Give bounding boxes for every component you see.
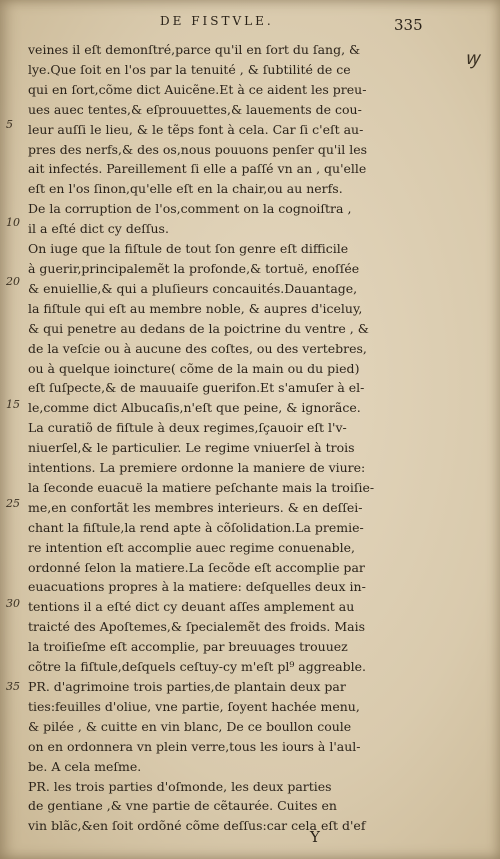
margin-line-number: 30: [6, 597, 20, 610]
text-line: ties:feuilles d'oliue, vne partie, ſoyent hachée menu,: [28, 698, 360, 714]
text-line: eſt ſuſpecte,& de mauuaiſe guerifon.Et s'amuſer à el-: [28, 380, 365, 396]
text-line: intentions. La premiere ordonne la maniere de viure:: [28, 460, 366, 476]
text-line: ou à quelque ioincture( cõme de la main ou du pied): [28, 360, 360, 376]
text-line: la fiſtule qui eſt au membre noble, & aupres d'iceluy,: [28, 300, 363, 316]
text-line: be. A cela meſme.: [28, 758, 142, 774]
text-line: ordonné ſelon la matiere.La ſecõde eſt accomplie par: [28, 559, 365, 575]
text-line: La curatiõ de fiſtule à deux regimes,ſçauoir eſt l'v-: [28, 420, 347, 436]
text-line: De la corruption de l'os,comment on la cognoiſtra ,: [28, 201, 352, 217]
text-line: vin blãc,&en ſoit ordõné cõme deſſus:car cela eſt d'ef: [28, 818, 366, 834]
signature-mark: Y: [310, 828, 320, 846]
text-line: eſt en l'os ſinon,qu'elle eſt en la chair,ou au nerfs.: [28, 181, 343, 197]
text-line: lye.Que ſoit en l'os par la tenuité , & ſubtilité de ce: [28, 61, 351, 77]
text-line: chant la fiſtule,la rend apte à cõſolidation.La premie-: [28, 519, 364, 535]
margin-line-number: 5: [6, 118, 13, 131]
text-line: niuerſel,& le particulier. Le regime vniuerſel à trois: [28, 440, 355, 456]
text-line: la ſeconde euacuë la matiere peſchante mais la troiſie-: [28, 479, 375, 495]
text-line: il a eſté dict cy deſſus.: [28, 221, 169, 237]
text-line: à guerir,principalemẽt la profonde,& tortuë, enoſſée: [28, 260, 360, 276]
text-line: pres des nerfs,& des os,nous pouuons penſer qu'il les: [28, 141, 368, 157]
text-line: On iuge que la fiſtule de tout ſon genre eſt difficile: [28, 241, 349, 257]
margin-line-number: 25: [6, 497, 20, 510]
text-line: tentions il a eſté dict cy deuant aſſes amplement au: [28, 599, 355, 615]
text-line: la troiſieſme eſt accomplie, par breuuages trouuez: [28, 639, 348, 655]
margin-line-number: 35: [6, 680, 20, 693]
text-line: on en ordonnera vn plein verre,tous les iours à l'aul-: [28, 738, 361, 754]
text-line: le,comme dict Albucaſis,n'eſt que peine, & ignorãce.: [28, 400, 361, 416]
text-line: de la veſcie ou à aucune des coſtes, ou des vertebres,: [28, 340, 367, 356]
text-line: veines il eſt demonſtré,parce qu'il en ſort du ſang, &: [28, 42, 361, 57]
text-line: ues auec tentes,& eſprouuettes,& lauements de cou-: [28, 101, 362, 117]
text-line: me,en confortãt les membres interieurs. & en deſſei-: [28, 499, 363, 515]
text-line: cõtre la fiſtule,deſquels ceſtuy-cy m'eſt pl⁹ aggreable.: [28, 659, 366, 675]
text-line: & enuiellie,& qui a pluſieurs concauités.Dauantage,: [28, 280, 358, 296]
text-line: PR. d'agrimoine trois parties,de plantain deux par: [28, 679, 346, 694]
text-line: & qui penetre au dedans de la poictrine du ventre , &: [28, 320, 369, 336]
running-head: DE FISTVLE.: [160, 14, 274, 28]
page-number: 335: [394, 16, 423, 34]
text-line: PR. les trois parties d'oſmonde, les deux parties: [28, 778, 332, 794]
text-line: de gentiane ,& vne partie de cẽtaurée. Cuites en: [28, 798, 337, 814]
text-line: euacuations propres à la matiere: deſquelles deux in-: [28, 579, 366, 595]
text-line: traicté des Apoſtemes,& ſpecialemẽt des froids. Mais: [28, 619, 366, 635]
body-text: [28, 40, 412, 836]
margin-line-number: 10: [6, 216, 20, 229]
text-line: qui en ſort,cõme dict Auicẽne.Et à ce aident les preu-: [28, 81, 367, 97]
text-line: & pilée , & cuitte en vin blanc, De ce boullon coule: [28, 718, 352, 734]
margin-line-number: 15: [6, 398, 20, 411]
text-line: ait infectés. Pareillement ſi elle a paſſé vn an , qu'elle: [28, 161, 367, 177]
marginal-mark: ꝡ: [465, 48, 479, 69]
margin-line-number: 20: [6, 275, 20, 288]
text-line: leur auſſi le lieu, & le tẽps font à cela. Car ſi c'eſt au-: [28, 121, 364, 137]
text-line: re intention eſt accomplie auec regime conuenable,: [28, 539, 356, 555]
